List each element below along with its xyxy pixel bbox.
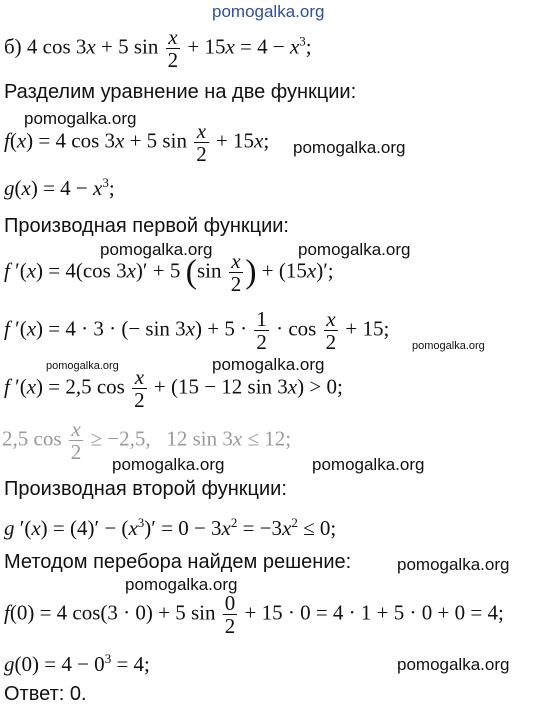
derivative-g: g $'(x) = (4)' - (x^3)' = 0 - 3x^2 = -3x^2 \le 0$; <box>4 515 337 540</box>
watermark: pomogalka.org <box>212 2 325 21</box>
watermark: pomogalka.org <box>312 455 425 474</box>
heading-split: Разделим уравнение на две функции: <box>4 81 357 103</box>
derivative-f-step3: f ′(x) = 2,5 cos $\frac{x}{2}$ + (15 − 12 sin 3x) > 0; <box>4 365 343 413</box>
answer: Ответ: 0. <box>4 683 87 705</box>
task-equation: б) 4 cos 3x + 5 sin $\frac{x}{2}$ + $15x = 4 - x^3$; <box>4 25 312 73</box>
function-f: f(x) = 4 cos 3x + 5 sin $\frac{x}{2}$ + 15x; <box>4 119 270 167</box>
derivative-f-step2: f ′(x) = 4 · 3 · (− sin 3x) + 5 · $\frac{1}{2}$ · cos $\frac{x}{2}$ + 15; <box>4 307 390 355</box>
watermark: pomogalka.org <box>46 360 119 372</box>
check-g-zero: $g(0) = 4 - 0^3 = 4$; <box>4 651 150 676</box>
watermark: pomogalka.org <box>212 355 325 374</box>
watermark: pomogalka.org <box>100 240 213 259</box>
check-f-zero: f(0) = 4 cos(3 · 0) + 5 sin $\frac{0}{2}$ + 15 · 0 = 4 · 1 + 5 · 0 + 0 = 4; <box>4 591 504 639</box>
inequality-estimate: 2,5 cos $\frac{x}{2}$ ≥ −2,5, 12 sin 3x ≤ 12; <box>2 417 292 465</box>
watermark: pomogalka.org <box>412 340 485 352</box>
heading-trial: Методом перебора найдем решение: <box>4 551 352 573</box>
derivative-f-step1: f ′(x) = 4(cos 3x)′ + 5 (sin $\frac{x}{2}$ ) + (15x)′; <box>4 249 334 297</box>
heading-first-derivative: Производная первой функции: <box>4 215 289 237</box>
watermark: pomogalka.org <box>397 555 510 574</box>
watermark: pomogalka.org <box>112 455 225 474</box>
watermark: pomogalka.org <box>24 109 137 128</box>
function-g: $g(x) = 4 - x^3$; <box>4 175 115 200</box>
watermark: pomogalka.org <box>397 655 510 674</box>
watermark: pomogalka.org <box>298 240 411 259</box>
watermark: pomogalka.org <box>293 138 406 157</box>
heading-second-derivative: Производная второй функции: <box>4 478 287 500</box>
watermark: pomogalka.org <box>125 575 238 594</box>
